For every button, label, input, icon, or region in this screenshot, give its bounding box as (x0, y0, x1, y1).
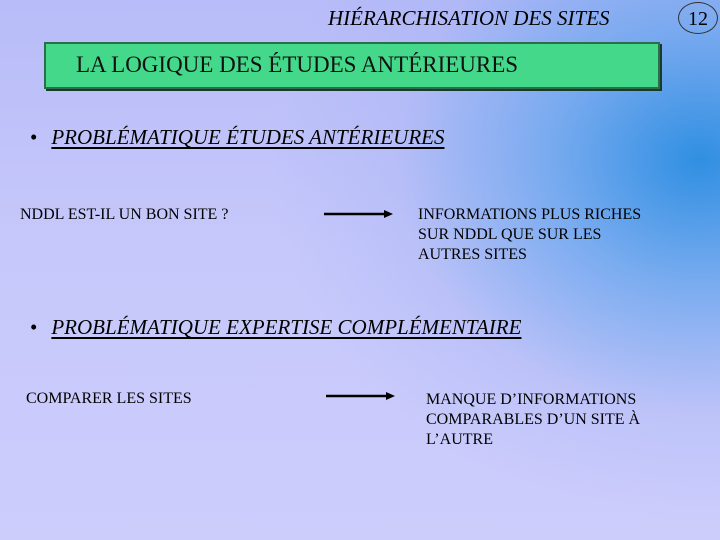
bullet-dot: • (30, 125, 38, 149)
section-heading-1 (30, 125, 444, 150)
section-heading-text: PROBLÉMATIQUE EXPERTISE COMPLÉMENTAIRE (51, 315, 522, 339)
result-text: INFORMATIONS PLUS RICHES SUR NDDL QUE SUR LES AUTRES SITES (418, 206, 642, 263)
action-text: COMPARER LES SITES (26, 390, 192, 407)
section-heading-text: PROBLÉMATIQUE ÉTUDES ANTÉRIEURES (51, 125, 445, 149)
section-heading-2 (30, 315, 521, 340)
page-number: 12 (678, 2, 718, 34)
question-text: NDDL EST-IL UN BON SITE ? (20, 206, 229, 223)
banner-text: LA LOGIQUE DES ÉTUDES ANTÉRIEURES (76, 52, 519, 77)
slide-title: HIÉRARCHISATION DES SITES (328, 6, 610, 30)
result-text: MANQUE D’INFORMATIONS COMPARABLES D’UN SITE À L’AUTRE (426, 391, 641, 448)
right-arrow-icon (322, 208, 394, 220)
right-arrow-icon (324, 390, 396, 402)
bullet-dot: • (30, 315, 38, 339)
section-banner (44, 42, 660, 89)
